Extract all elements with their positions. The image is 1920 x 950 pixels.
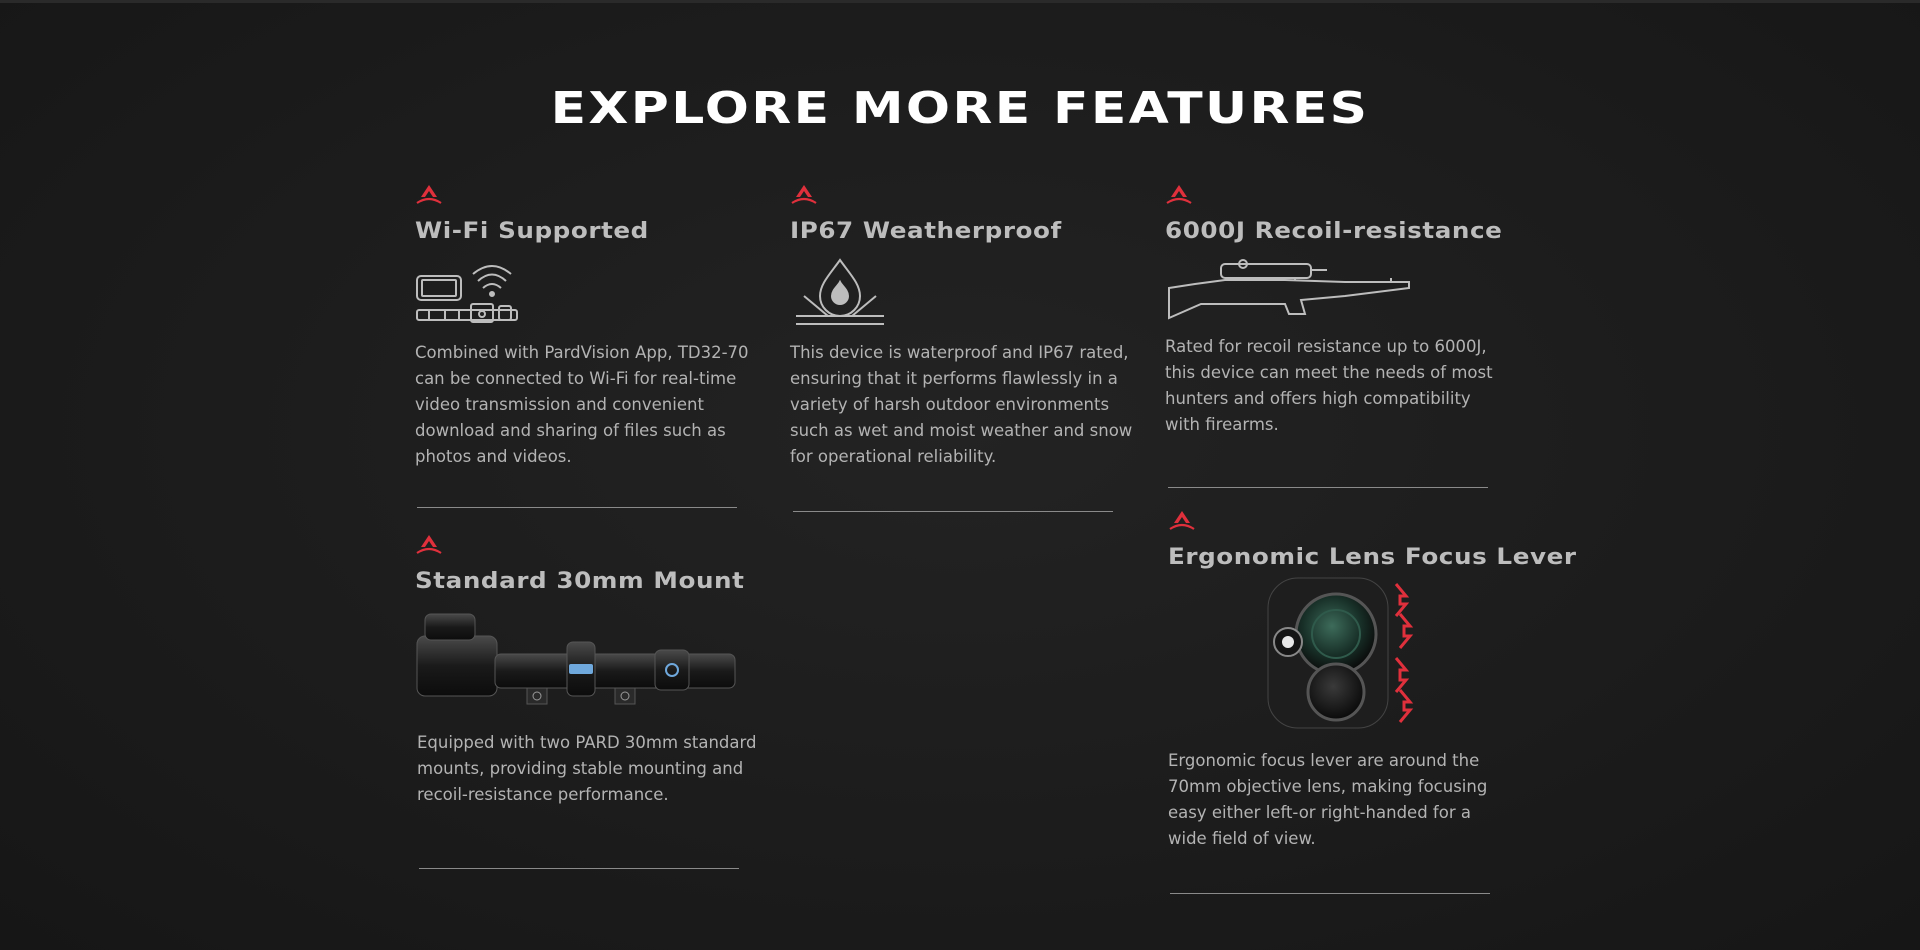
feature-description: This device is waterproof and IP67 rated, ensuring that it performs flawlessly in a variety of harsh outdoor environments such as wet and moist weather and snow for operational reliability. [790, 343, 1133, 466]
feature-description: Rated for recoil resistance up to 6000J, this device can meet the needs of most hunters and offers high compatibility with firearms. [1165, 337, 1493, 434]
phone-wifi-scope-icon [415, 256, 525, 328]
feature-title: Standard 30mm Mount [415, 569, 745, 594]
feature-description: Equipped with two PARD 30mm standard mounts, providing stable mounting and recoil-resistance performance. [417, 733, 757, 804]
pard-marker-icon [415, 183, 443, 205]
feature-description: Ergonomic focus lever are around the 70mm objective lens, making focusing easy either left-or right-handed for a wide field of view. [1168, 751, 1488, 848]
divider [417, 507, 737, 508]
section-title: EXPLORE MORE FEATURES [550, 83, 1370, 134]
feature-title: IP67 Weatherproof [790, 219, 1062, 244]
pard-marker-icon [1165, 183, 1193, 205]
pard-marker-icon [790, 183, 818, 205]
feature-wifi [415, 183, 749, 470]
feature-weatherproof [790, 183, 1132, 470]
feature-mount [415, 533, 756, 808]
water-drop-icon [790, 256, 890, 330]
feature-recoil [1165, 183, 1503, 438]
rifle-outline-icon [1165, 256, 1415, 322]
feature-title: 6000J Recoil-resistance [1165, 219, 1503, 244]
pard-marker-icon [1168, 509, 1196, 531]
divider [419, 868, 739, 869]
feature-title: Ergonomic Lens Focus Lever [1168, 545, 1577, 570]
feature-title: Wi-Fi Supported [415, 219, 649, 244]
feature-focus-lever [1168, 509, 1577, 852]
scope-with-mounts-photo [415, 606, 745, 716]
feature-description: Combined with PardVision App, TD32-70 can be connected to Wi-Fi for real-time video transmission and convenient download and sharing of files such as photos and videos. [415, 343, 749, 466]
divider [1170, 893, 1490, 894]
objective-lens-focus-lever-photo [1168, 574, 1488, 734]
divider [793, 511, 1113, 512]
pard-marker-icon [415, 533, 443, 555]
divider [1168, 487, 1488, 488]
